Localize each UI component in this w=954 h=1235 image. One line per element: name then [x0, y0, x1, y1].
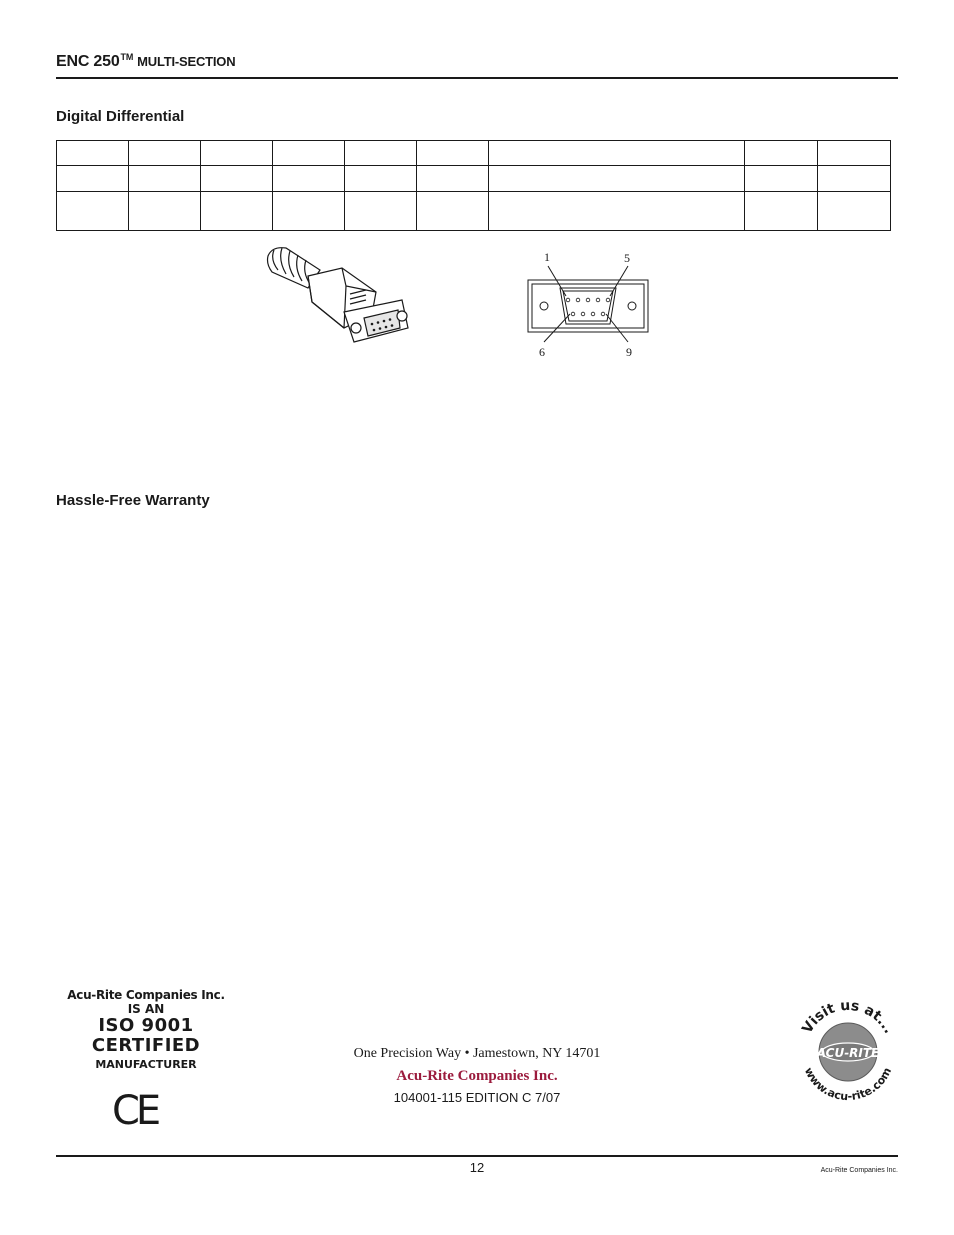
section-title-digital-differential: Digital Differential	[56, 108, 185, 125]
pin-label-6: 6	[539, 345, 545, 359]
pinout-table	[56, 140, 891, 231]
table-row	[57, 166, 891, 191]
footer-company: Acu-Rite Companies Inc.	[820, 1167, 898, 1174]
page-number: 12	[469, 1160, 485, 1175]
badge-bottom-text: www.acu-rite.com	[801, 1065, 895, 1104]
pin-face-diagram	[526, 248, 650, 364]
section-title-warranty: Hassle-Free Warranty	[56, 492, 210, 509]
header-rule	[56, 77, 898, 79]
badge-brand: ACU-RITE	[816, 1046, 880, 1060]
pin-label-5: 5	[624, 251, 630, 265]
footer-rule	[56, 1155, 898, 1157]
model-name: ENC 250	[56, 53, 120, 70]
pin-label-1: 1	[544, 250, 550, 264]
iso-line-manufacturer: MANUFACTURER	[95, 1058, 197, 1071]
iso-line-certified: CERTIFIED	[91, 1035, 201, 1056]
section-name: MULTI-SECTION	[137, 54, 236, 69]
iso-line-iso: ISO 9001	[98, 1015, 194, 1036]
document-header	[56, 52, 235, 71]
table-row	[57, 141, 891, 166]
website-badge	[792, 994, 904, 1112]
trademark: TM	[120, 52, 134, 62]
company-address: One Precision Way • Jamestown, NY 14701	[353, 1046, 601, 1061]
company-name: Acu-Rite Companies Inc.	[396, 1068, 558, 1084]
badge-top-text: Visit us at...	[799, 997, 897, 1037]
connector-illustration	[262, 242, 418, 348]
pin-label-9: 9	[626, 345, 632, 359]
iso-line-is-an: IS AN	[127, 1002, 165, 1016]
iso-line-company: Acu-Rite Companies Inc.	[67, 988, 225, 1002]
ce-mark-icon: CE	[112, 1088, 158, 1134]
edition-number: 104001-115 EDITION C 7/07	[393, 1090, 561, 1105]
table-row	[57, 191, 891, 230]
